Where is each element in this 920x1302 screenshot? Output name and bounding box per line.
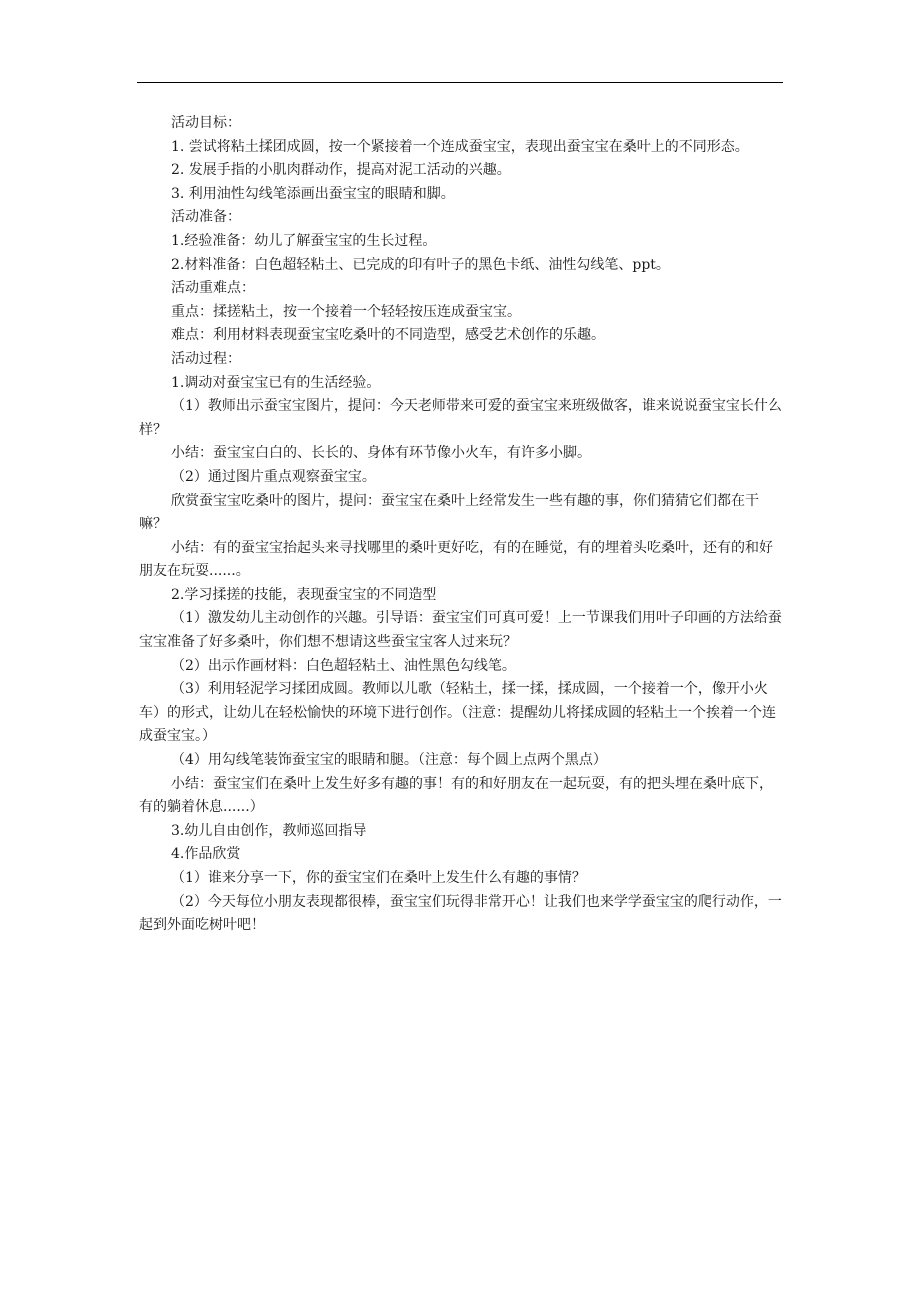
process-step-4: 4.作品欣赏 — [171, 846, 241, 863]
process-step-4-sub-2: （2）今天每位小朋友表现都很棒，蚕宝宝们玩得非常开心！让我们也来学学蚕宝宝的爬行动作，一起到外面吃树叶吧！ — [139, 893, 782, 934]
goal-item-3: 3. 利用油性勾线笔添画出蚕宝宝的眼睛和脚。 — [171, 185, 455, 202]
difficulty-point: 难点：利用材料表现蚕宝宝吃桑叶的不同造型，感受艺术创作的乐趣。 — [171, 327, 605, 344]
preparation-item-2: 2.材料准备：白色超轻粘土、已完成的印有叶子的黑色卡纸、油性勾线笔、ppt。 — [171, 256, 670, 273]
process-step-2: 2.学习揉搓的技能，表现蚕宝宝的不同造型 — [171, 586, 437, 603]
key-point: 重点：揉搓粘土，按一个接着一个轻轻按压连成蚕宝宝。 — [171, 303, 521, 320]
process-step-2-summary: 小结：蚕宝宝们在桑叶上发生好多有趣的事！有的和好朋友在一起玩耍，有的把头埋在桑叶底下，有的躺着休息......） — [139, 775, 773, 816]
process-step-2-sub-3: （3）利用轻泥学习揉团成圆。教师以儿歌（轻粘土，揉一揉，揉成圆，一个接着一个，像开小火车）的形式，让幼儿在轻松愉快的环境下进行创作。（注意：提醒幼儿将揉成圆的轻粘土一个挨着一个连成蚕宝宝。） — [139, 681, 776, 745]
process-step-1-sub-1: （1）教师出示蚕宝宝图片，提问：今天老师带来可爱的蚕宝宝来班级做客，谁来说说蚕宝宝长什么样？ — [139, 398, 782, 438]
header-rule — [137, 82, 783, 83]
heading-activity-process: 活动过程： — [171, 350, 241, 367]
preparation-item-1: 1.经验准备：幼儿了解蚕宝宝的生长过程。 — [171, 232, 437, 249]
process-step-2-sub-1: （1）激发幼儿主动创作的兴趣。引导语：蚕宝宝们可真可爱！上一节课我们用叶子印画的方法给蚕宝宝准备了好多桑叶，你们想不想请这些蚕宝宝客人过来玩？ — [139, 610, 782, 651]
process-step-2-sub-4: （4）用勾线笔装饰蚕宝宝的眼睛和腿。（注意：每个圆上点两个黑点） — [171, 752, 607, 769]
process-step-3: 3.幼儿自由创作，教师巡回指导 — [171, 822, 367, 839]
process-step-1: 1.调动对蚕宝宝已有的生活经验。 — [171, 374, 381, 391]
process-step-1-summary-2: 小结：有的蚕宝宝抬起头来寻找哪里的桑叶更好吃，有的在睡觉，有的埋着头吃桑叶，还有的和好朋友在玩耍......。 — [139, 539, 773, 580]
heading-activity-preparation: 活动准备： — [171, 209, 241, 226]
document-body — [139, 112, 785, 938]
process-step-1-appreciation: 欣赏蚕宝宝吃桑叶的图片，提问：蚕宝宝在桑叶上经常发生一些有趣的事，你们猜猜它们都在干嘛？ — [139, 492, 759, 533]
heading-activity-goals: 活动目标： — [171, 115, 241, 131]
process-step-1-summary-1: 小结：蚕宝宝白白的、长长的、身体有环节像小火车，有许多小脚。 — [171, 445, 591, 462]
goal-item-1: 1. 尝试将粘土揉团成圆，按一个紧接着一个连成蚕宝宝，表现出蚕宝宝在桑叶上的不同形态。 — [171, 138, 749, 155]
process-step-2-sub-2: （2）出示作画材料：白色超轻粘土、油性黑色勾线笔。 — [171, 657, 516, 674]
goal-item-2: 2. 发展手指的小肌肉群动作，提高对泥工活动的兴趣。 — [171, 162, 511, 179]
process-step-4-sub-1: （1）谁来分享一下，你的蚕宝宝们在桑叶上发生什么有趣的事情？ — [171, 870, 586, 886]
process-step-1-sub-2: （2）通过图片重点观察蚕宝宝。 — [171, 468, 376, 485]
heading-key-difficulties: 活动重难点： — [171, 280, 255, 297]
